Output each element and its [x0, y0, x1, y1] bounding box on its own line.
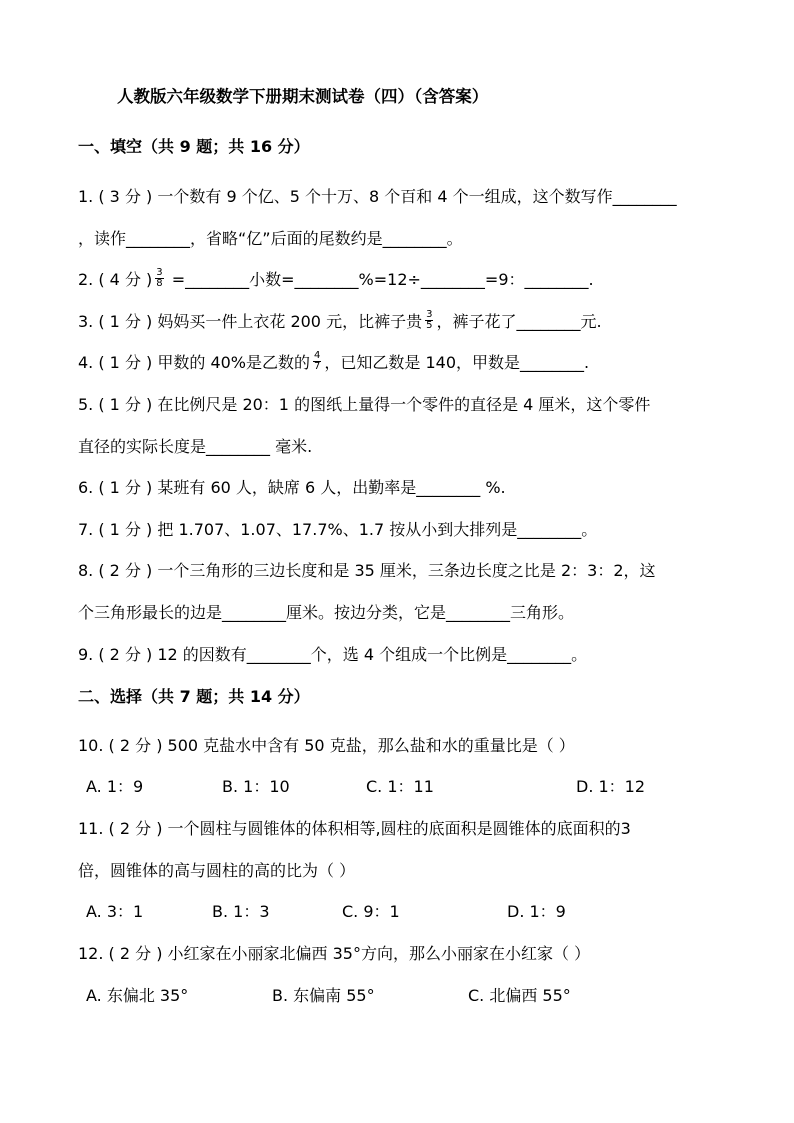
question-6: 6. ( 1 分 ) 某班有 60 人，缺席 6 人，出勤率是________ %.: [78, 478, 506, 497]
fraction-denominator: 8: [156, 278, 163, 289]
question-5-line-1: 5. ( 1 分 ) 在比例尺是 20：1 的图纸上量得一个零件的直径是 4 厘米，这个零件: [78, 395, 651, 414]
section-header-fill-in: 一、填空（共 9 题；共 16 分）: [78, 137, 310, 156]
question-3-suffix: ，裤子花了________元.: [436, 312, 602, 331]
page-title: 人教版六年级数学下册期末测试卷（四）（含答案）: [117, 87, 489, 106]
fraction-3-8: [155, 268, 163, 289]
question-1-line-1: 1. ( 3 分 ) 一个数有 9 个亿、5 个十万、8 个百和 4 个一组成，这个数写作________: [78, 187, 677, 206]
question-12-option-a[interactable]: A. 东偏北 35°: [86, 986, 189, 1005]
question-3-prefix: 3. ( 1 分 ) 妈妈买一件上衣花 200 元，比裤子贵: [78, 312, 423, 331]
question-12-option-c[interactable]: C. 北偏西 55°: [468, 986, 571, 1005]
fraction-numerator: 3: [156, 267, 163, 278]
fraction-4-7: [313, 351, 321, 372]
question-4-suffix: ，已知乙数是 140，甲数是________.: [324, 353, 590, 372]
question-4: [78, 352, 589, 374]
question-11-option-c[interactable]: C. 9：1: [342, 902, 400, 921]
question-11-option-a[interactable]: A. 3：1: [86, 902, 144, 921]
fraction-numerator: 4: [314, 350, 321, 361]
question-10-option-c[interactable]: C. 1：11: [366, 777, 434, 796]
question-2-suffix: =________小数=________%=12÷________=9：________.: [166, 270, 594, 289]
question-1-line-2: ，读作________，省略“亿”后面的尾数约是________。: [78, 229, 463, 248]
question-11-option-d[interactable]: D. 1：9: [507, 902, 566, 921]
question-10: 10. ( 2 分 ) 500 克盐水中含有 50 克盐，那么盐和水的重量比是（ ）: [78, 736, 575, 755]
question-8-line-1: 8. ( 2 分 ) 一个三角形的三边长度和是 35 厘米，三条边长度之比是 2：3：2，这: [78, 561, 656, 580]
question-9: 9. ( 2 分 ) 12 的因数有________个，选 4 个组成一个比例是________。: [78, 645, 588, 664]
fraction-3-5: [425, 310, 433, 331]
question-3: [78, 311, 602, 333]
question-4-prefix: 4. ( 1 分 ) 甲数的 40%是乙数的: [78, 353, 311, 372]
question-8-line-2: 个三角形最长的边是________厘米。按边分类，它是________三角形。: [78, 603, 575, 622]
question-2: [78, 269, 594, 291]
question-10-option-a[interactable]: A. 1：9: [86, 777, 144, 796]
question-11-line-2: 倍，圆锥体的高与圆柱的高的比为（ ）: [78, 861, 356, 880]
question-12: 12. ( 2 分 ) 小红家在小丽家北偏西 35°方向，那么小丽家在小红家（ ）: [78, 944, 591, 963]
section-header-choice: 二、选择（共 7 题；共 14 分）: [78, 687, 310, 706]
question-10-option-b[interactable]: B. 1：10: [222, 777, 290, 796]
question-2-prefix: 2. ( 4 分 ): [78, 270, 153, 289]
fraction-denominator: 7: [314, 361, 321, 372]
question-5-line-2: 直径的实际长度是________ 毫米.: [78, 437, 313, 456]
question-11-option-b[interactable]: B. 1：3: [212, 902, 270, 921]
fraction-denominator: 5: [426, 320, 433, 331]
question-12-option-b[interactable]: B. 东偏南 55°: [272, 986, 375, 1005]
question-10-option-d[interactable]: D. 1：12: [576, 777, 646, 796]
fraction-numerator: 3: [426, 309, 433, 320]
question-7: 7. ( 1 分 ) 把 1.707、1.07、17.7%、1.7 按从小到大排列是________。: [78, 520, 598, 539]
question-11-line-1: 11. ( 2 分 ) 一个圆柱与圆锥体的体积相等,圆柱的底面积是圆锥体的底面积的3: [78, 819, 631, 838]
